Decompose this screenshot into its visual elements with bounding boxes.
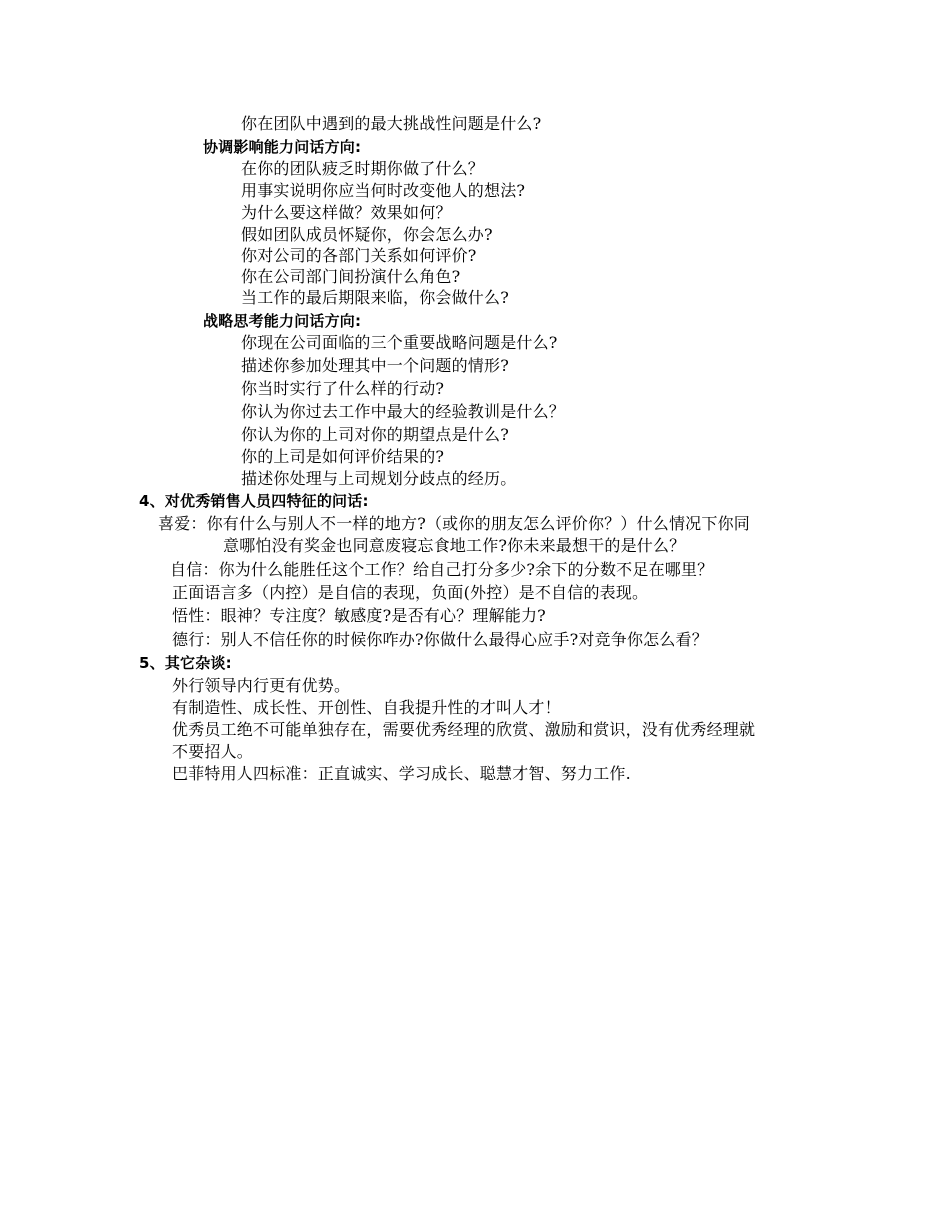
misc-line: 有制造性、成长性、开创性、自我提升性的才叫人才！ <box>172 698 561 717</box>
confidence-question: 自信：你为什么能胜任这个工作？给自己打分多少?余下的分数不足在哪里？ <box>170 560 714 579</box>
challenge-question: 你在团队中遇到的最大挑战性问题是什么? <box>241 114 542 133</box>
coordination-heading: 协调影响能力问话方向: <box>203 138 362 156</box>
coordination-question: 你对公司的各部门关系如何评价? <box>241 246 477 265</box>
coordination-question: 为什么要这样做？效果如何？ <box>241 203 452 222</box>
insight-question: 悟性：眼神？专注度？敏感度?是否有心？理解能力? <box>172 606 546 625</box>
strategy-question: 你现在公司面临的三个重要战略问题是什么? <box>241 333 558 352</box>
misc-line: 不要招人。 <box>172 742 254 761</box>
strategy-question: 你认为你过去工作中最大的经验教训是什么？ <box>241 402 566 421</box>
love-question-line-2: 意哪怕没有奖金也同意废寝忘食地工作?你未来最想干的是什么？ <box>223 536 686 555</box>
section-4-heading: 4、对优秀销售人员四特征的问话: <box>139 492 369 510</box>
coordination-question: 在你的团队疲乏时期你做了什么？ <box>241 159 485 178</box>
strategy-question: 你认为你的上司对你的期望点是什么? <box>241 425 509 444</box>
coordination-question: 当工作的最后期限来临，你会做什么? <box>241 288 509 307</box>
section-5-heading: 5、其它杂谈: <box>139 654 232 672</box>
coordination-question: 假如团队成员怀疑你，你会怎么办? <box>241 225 493 244</box>
coordination-question: 用事实说明你应当何时改变他人的想法? <box>241 181 526 200</box>
strategy-question: 你当时实行了什么样的行动? <box>241 379 445 398</box>
strategy-question: 你的上司是如何评价结果的? <box>241 447 445 466</box>
love-question-line-1: 喜爱：你有什么与别人不一样的地方?（或你的朋友怎么评价你？）什么情况下你同 <box>158 514 750 533</box>
strategy-question: 描述你参加处理其中一个问题的情形? <box>241 356 509 375</box>
virtue-question: 德行：别人不信任你的时候你咋办?你做什么最得心应手?对竞争你怎么看？ <box>172 630 708 649</box>
strategy-heading: 战略思考能力问话方向: <box>203 312 362 330</box>
positive-language-note: 正面语言多（内控）是自信的表现，负面(外控）是不自信的表现。 <box>172 583 649 602</box>
coordination-question: 你在公司部门间扮演什么角色? <box>241 267 461 286</box>
misc-line: 优秀员工绝不可能单独存在，需要优秀经理的欣赏、激励和赏识，没有优秀经理就 <box>172 720 756 739</box>
strategy-question: 描述你处理与上司规划分歧点的经历。 <box>241 469 517 488</box>
misc-line: 巴菲特用人四标准：正直诚实、学习成长、聪慧才智、努力工作. <box>172 764 631 783</box>
misc-line: 外行领导内行更有优势。 <box>172 676 351 695</box>
